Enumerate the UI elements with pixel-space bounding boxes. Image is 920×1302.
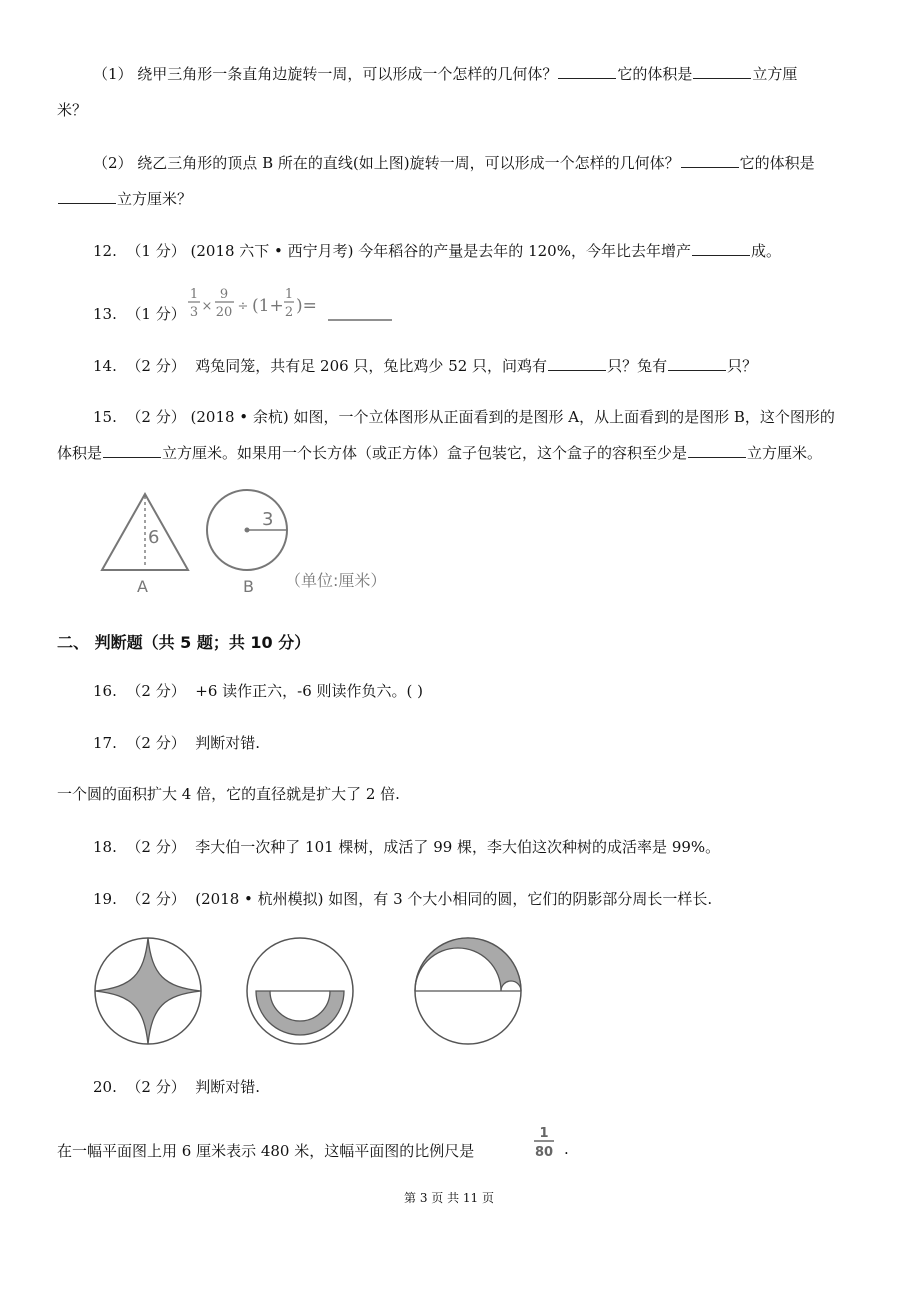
- q20-scale-fraction: [530, 1124, 574, 1164]
- question-12: 12. （1 分） (2018 六下 • 西宁月考) 今年稻谷的产量是去年的 120%，今年比去年增产 成。: [93, 242, 781, 260]
- circle-center: [245, 528, 250, 533]
- height-label: 6: [148, 527, 160, 548]
- answer-blank[interactable]: [558, 64, 616, 79]
- answer-blank[interactable]: [58, 189, 116, 204]
- question-18: 18. （2 分） 李大伯一次种了 101 棵树，成活了 99 棵，李大伯这次种树的成活率是 99%。: [93, 838, 721, 856]
- times-sign: ×: [201, 299, 213, 314]
- q11-sub1-line1: （1） 绕甲三角形一条直角边旋转一周，可以形成一个怎样的几何体？ 它的体积是 立方厘: [93, 65, 798, 83]
- frac3-den: 2: [284, 305, 294, 320]
- question-15-line1: 15. （2 分） (2018 • 余杭) 如图，一个立体图形从正面看到的是图形 A，从上面看到的是图形 B，这个图形的: [93, 408, 835, 426]
- answer-blank[interactable]: [548, 356, 606, 371]
- q11-sub2-line1: （2） 绕乙三角形的顶点 B 所在的直线(如上图)旋转一周，可以形成一个怎样的几何体？ 它的体积是: [93, 154, 815, 172]
- section-2-title: 二、 判断题（共 5 题；共 10 分）: [57, 633, 311, 652]
- div-sign: ÷: [237, 299, 249, 314]
- circle-1: [95, 938, 201, 1044]
- frac2-num: 9: [219, 287, 229, 302]
- frac2-den: 20: [215, 305, 233, 320]
- frac1-den: 3: [189, 305, 199, 320]
- paren-right: )=: [296, 296, 317, 316]
- q15-figure: [95, 488, 425, 596]
- label-a: A: [137, 577, 148, 596]
- question-19: 19. （2 分） (2018 • 杭州模拟) 如图，有 3 个大小相同的圆，它们的阴影部分周长一样长.: [93, 890, 713, 908]
- answer-blank[interactable]: [103, 443, 161, 458]
- circle-3: [415, 938, 521, 1044]
- circle-2: [247, 938, 353, 1044]
- label-b: B: [243, 577, 254, 596]
- question-15-line2: 体积是 立方厘米。如果用一个长方体（或正方体）盒子包装它，这个盒子的容积至少是 立方厘米。: [57, 444, 823, 462]
- answer-blank[interactable]: [668, 356, 726, 371]
- answer-blank[interactable]: [688, 443, 746, 458]
- question-20: 20. （2 分） 判断对错.: [93, 1078, 261, 1096]
- question-16: 16. （2 分） +6 读作正六，-6 则读作负六。( ): [93, 682, 423, 700]
- q17-statement: 一个圆的面积扩大 4 倍，它的直径就是扩大了 2 倍.: [57, 785, 400, 803]
- q13-expression: [186, 284, 396, 328]
- q11-sub2-line2: 立方厘米？: [57, 189, 192, 209]
- unit-note: （单位:厘米）: [285, 571, 387, 590]
- question-13: 13. （1 分）: [93, 305, 186, 323]
- radius-label: 3: [262, 509, 274, 530]
- frac1-num: 1: [189, 287, 199, 302]
- answer-blank[interactable]: [681, 153, 739, 168]
- frac3-num: 1: [284, 287, 294, 302]
- question-14: 14. （2 分） 鸡兔同笼，共有足 206 只，兔比鸡少 52 只，问鸡有 只？兔有 只？: [93, 357, 758, 375]
- q11-sub1-line2: 米？: [57, 101, 88, 119]
- period: .: [564, 1140, 569, 1158]
- scale-den: 80: [534, 1145, 554, 1160]
- question-17: 17. （2 分） 判断对错.: [93, 734, 261, 752]
- q20-statement: 在一幅平面图上用 6 厘米表示 480 米，这幅平面图的比例尺是: [57, 1142, 475, 1160]
- answer-blank[interactable]: [692, 241, 750, 256]
- paren-left: (1+: [252, 296, 284, 316]
- answer-blank[interactable]: [693, 64, 751, 79]
- q19-figure: [90, 935, 530, 1047]
- page-footer: 第 3 页 共 11 页: [404, 1191, 494, 1205]
- scale-num: 1: [539, 1126, 549, 1141]
